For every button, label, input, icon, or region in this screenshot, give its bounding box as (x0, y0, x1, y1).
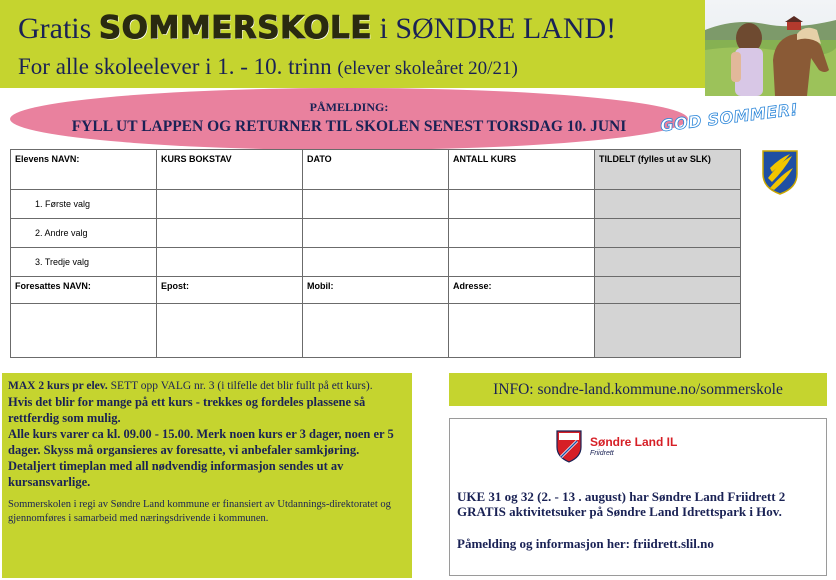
second-choice-assigned-cell (595, 219, 741, 248)
header-address: Adresse: (449, 277, 595, 304)
max-courses-bold: MAX 2 kurs pr elev. (8, 380, 108, 392)
first-choice-count-field[interactable] (449, 190, 595, 219)
header-date: DATO (303, 150, 449, 190)
header-mobile: Mobil: (303, 277, 449, 304)
club-name: Søndre Land IL (590, 435, 678, 449)
header-banner (0, 0, 705, 88)
second-choice-date-field[interactable] (303, 219, 449, 248)
second-choice-letter-field[interactable] (157, 219, 303, 248)
god-sommer-text: GOD SOMMER! (659, 99, 800, 136)
subheadline-small: (elever skoleåret 20/21) (337, 58, 518, 79)
third-choice-letter-field[interactable] (157, 248, 303, 277)
first-choice-assigned-cell (595, 190, 741, 219)
header-course-letter: KURS BOKSTAV (157, 150, 303, 190)
first-choice-date-field[interactable] (303, 190, 449, 219)
headline (18, 10, 616, 46)
header-student-name: Elevens NAVN: (11, 150, 157, 190)
max-courses-rest: SETT opp VALG nr. 3 (i tilfelle det blir fullt på ett kurs). (107, 380, 373, 392)
guardian-blank-cell (595, 304, 741, 358)
header-email: Epost: (157, 277, 303, 304)
registration-instruction: FYLL UT LAPPEN OG RETURNER TIL SKOLEN SENEST TORSDAG 10. JUNI (71, 118, 627, 135)
club-subtitle: Friidrett (590, 450, 614, 457)
guardian-header-row (11, 277, 741, 304)
choice-row (11, 190, 741, 219)
header-assigned: TILDELT (fylles ut av SLK) (595, 150, 741, 190)
guardian-name-field[interactable] (11, 304, 157, 358)
allocation-info: Hvis det blir for mange på ett kurs - trekkes og fordeles plassene så rettferdig som mulig. Alle kurs varer ca kl. 09.00 - 15.00. Merk noen kurs er 3 dager, noen er 5 dager. Skyss må organsieres av foresatte, vi anbefaler samkjøring. Detaljert timeplan med all nødvendig informasjon sendes ut av kursansvarlige. (8, 395, 394, 489)
headline-pre: Gratis (18, 12, 92, 45)
subheadline-main: For alle skoleelever i 1. - 10. trinn (18, 54, 332, 79)
registration-banner (10, 88, 688, 150)
athletics-signup-text: Påmelding og informasjon her: friidrett.slil.no (457, 536, 714, 551)
second-choice-label: 2. Andre valg (11, 219, 157, 248)
address-field[interactable] (449, 304, 595, 358)
email-field[interactable] (157, 304, 303, 358)
coat-of-arms-icon (760, 148, 800, 196)
third-choice-label: 3. Tredje valg (11, 248, 157, 277)
header-guardian-name: Foresattes NAVN: (11, 277, 157, 304)
max-courses-note (8, 379, 406, 393)
header-course-count: ANTALL KURS (449, 150, 595, 190)
choice-row (11, 248, 741, 277)
slil-logo-icon (555, 429, 583, 463)
subheadline (18, 54, 518, 80)
first-choice-letter-field[interactable] (157, 190, 303, 219)
athletics-weeks-text: UKE 31 og 32 (2. - 13 . august) har Søndre Land Friidrett 2 GRATIS aktivitetsuker på Søndre Land Idrettspark i Hov. (457, 489, 786, 519)
third-choice-count-field[interactable] (449, 248, 595, 277)
info-link[interactable]: INFO: sondre-land.kommune.no/sommerskole (449, 373, 827, 406)
first-choice-label: 1. Første valg (11, 190, 157, 219)
third-choice-assigned-cell (595, 248, 741, 277)
summer-photo (705, 0, 836, 96)
headline-post: i SØNDRE LAND! (379, 12, 617, 45)
third-choice-date-field[interactable] (303, 248, 449, 277)
club-box (449, 418, 827, 576)
funding-note: Sommerskolen i regi av Søndre Land kommune er finansiert av Utdannings-direktoratet og gjennomføres i samarbeid med næringsdrivende i kommunen. (8, 499, 391, 524)
mobile-field[interactable] (303, 304, 449, 358)
rules-box (2, 373, 412, 578)
second-choice-count-field[interactable] (449, 219, 595, 248)
form-header-row (11, 150, 741, 190)
registration-form-table (10, 149, 741, 358)
guardian-input-row (11, 304, 741, 358)
guardian-assigned-cell (595, 277, 741, 304)
registration-label: PÅMELDING: (309, 100, 389, 114)
choice-row (11, 219, 741, 248)
headline-sommerskole: SOMMERSKOLE (98, 10, 372, 46)
